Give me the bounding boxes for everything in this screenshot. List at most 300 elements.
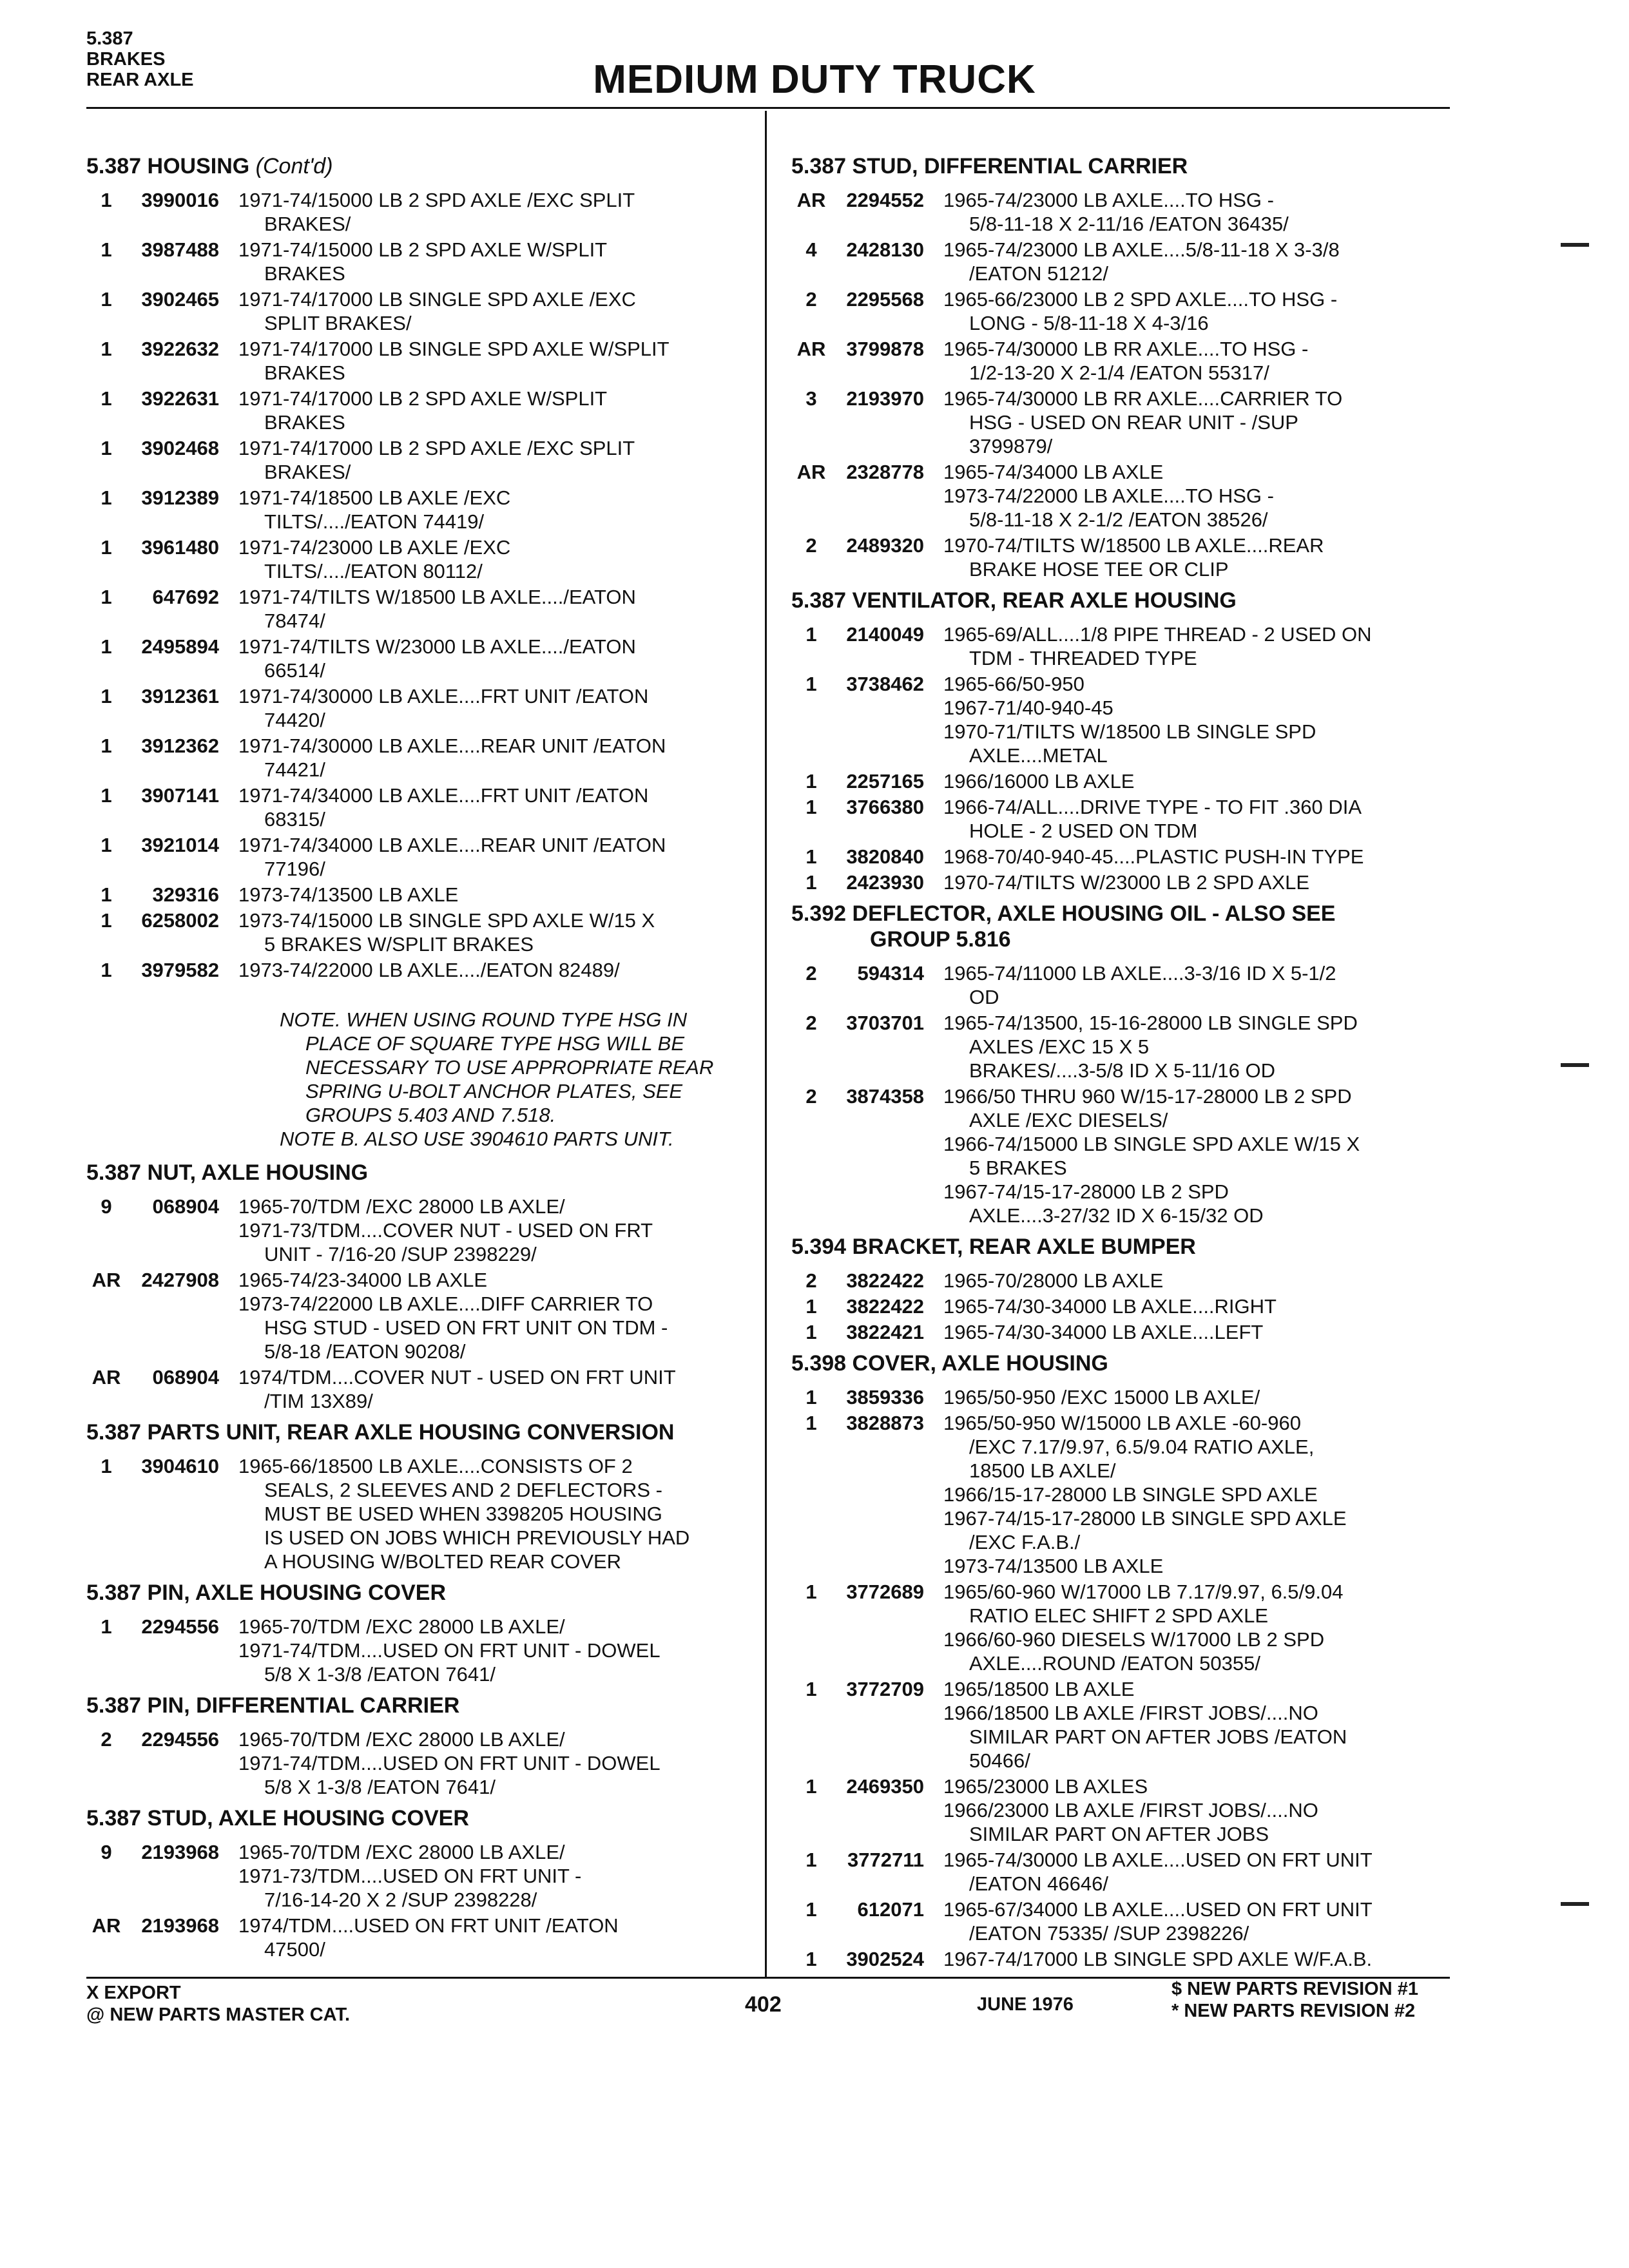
category-rear-axle: REAR AXLE [86, 70, 194, 90]
part-description [238, 1365, 750, 1413]
description-line: 68315/ [264, 808, 325, 831]
part-entry [791, 622, 1455, 670]
part-description [238, 1914, 750, 1961]
part-entry [86, 684, 750, 732]
part-number: 612071 [857, 1898, 924, 1921]
description-line: 5/8 X 1-3/8 /EATON 7641/ [264, 1776, 496, 1798]
part-number: 3990016 [141, 189, 219, 211]
description-line: 1965-74/23000 LB AXLE....TO HSG - [943, 189, 1274, 211]
part-entry [791, 1011, 1455, 1082]
description-line: BRAKES [264, 262, 345, 285]
description-line: 1965-74/30000 LB RR AXLE....CARRIER TO [943, 387, 1343, 410]
part-description [238, 684, 750, 732]
description-line: 1971-74/18500 LB AXLE /EXC [238, 486, 511, 509]
part-description [943, 337, 1455, 385]
export-legend: X EXPORT [86, 1983, 181, 2003]
part-description [238, 833, 750, 881]
description-line: AXLE....3-27/32 ID X 6-15/32 OD [969, 1204, 1264, 1227]
part-number: 3921014 [141, 834, 219, 856]
part-number: 3766380 [846, 796, 924, 818]
part-description [943, 1269, 1455, 1293]
part-number: 3874358 [846, 1085, 924, 1108]
part-description [943, 460, 1455, 532]
part-description [238, 1840, 750, 1912]
part-entry [86, 1365, 750, 1413]
quantity: 1 [101, 883, 112, 906]
description-line: 1965-70/TDM /EXC 28000 LB AXLE/ [238, 1195, 565, 1218]
description-line: 1966/60-960 DIESELS W/17000 LB 2 SPD [943, 1628, 1325, 1651]
part-entry [791, 1084, 1455, 1227]
quantity: 1 [101, 536, 112, 559]
part-number: 647692 [152, 586, 219, 608]
part-description [238, 908, 750, 956]
quantity: 1 [101, 735, 112, 757]
part-description [943, 1084, 1455, 1227]
description-line: TILTS/..../EATON 80112/ [264, 560, 483, 582]
description-line: 5/8-11-18 X 2-1/2 /EATON 38526/ [969, 508, 1268, 531]
description-line: 1971-74/17000 LB SINGLE SPD AXLE W/SPLIT [238, 338, 670, 360]
part-number: 3822422 [846, 1269, 924, 1292]
note-line: NOTE B. ALSO USE 3904610 PARTS UNIT. [280, 1128, 674, 1150]
note-line: GROUPS 5.403 AND 7.518. [305, 1104, 556, 1126]
quantity: 1 [805, 770, 817, 793]
description-line: 3799879/ [969, 435, 1053, 457]
description-line: 5/8-11-18 X 2-11/16 /EATON 36435/ [969, 213, 1289, 235]
description-line: 1966-74/15000 LB SINGLE SPD AXLE W/15 X [943, 1133, 1360, 1155]
description-line: 1971-74/15000 LB 2 SPD AXLE W/SPLIT [238, 238, 608, 261]
quantity: 9 [101, 1841, 112, 1863]
description-line: 1965/50-950 /EXC 15000 LB AXLE/ [943, 1386, 1260, 1408]
quantity: 1 [805, 1412, 817, 1434]
part-entry [791, 870, 1455, 894]
description-line: SIMILAR PART ON AFTER JOBS [969, 1823, 1269, 1845]
part-description [943, 1898, 1455, 1945]
description-line: AXLE /EXC DIESELS/ [969, 1109, 1168, 1131]
quantity: 1 [805, 1386, 817, 1408]
part-description [943, 188, 1455, 236]
part-entry [791, 1898, 1455, 1945]
description-line: 1965-74/30-34000 LB AXLE....LEFT [943, 1321, 1264, 1343]
quantity: 1 [805, 1775, 817, 1798]
quantity: 2 [101, 1728, 112, 1751]
quantity: 1 [101, 1615, 112, 1638]
part-entry [791, 1385, 1455, 1409]
part-number: 3922632 [141, 338, 219, 360]
parts-list [791, 1269, 1455, 1344]
section-heading: 5.387 PIN, AXLE HOUSING COVER [86, 1581, 446, 1605]
left-column [86, 147, 750, 1963]
part-entry [791, 460, 1455, 532]
part-description [238, 486, 750, 533]
part-number: 2328778 [846, 461, 924, 483]
part-description [238, 287, 750, 335]
description-line: 78474/ [264, 610, 325, 632]
description-line: BRAKES/....3-5/8 ID X 5-11/16 OD [969, 1059, 1275, 1082]
part-description [943, 870, 1455, 894]
description-line: 5 BRAKES W/SPLIT BRAKES [264, 933, 534, 956]
description-line: 1965-74/23-34000 LB AXLE [238, 1269, 488, 1291]
description-line: 1965/60-960 W/17000 LB 7.17/9.97, 6.5/9.04 [943, 1581, 1344, 1603]
page-title: MEDIUM DUTY TRUCK [593, 57, 1036, 102]
description-line: 1973-74/22000 LB AXLE..../EATON 82489/ [238, 959, 620, 981]
part-entry [791, 1580, 1455, 1675]
section-code: 5.387 [86, 28, 133, 49]
part-entry [86, 908, 750, 956]
part-number: 2469350 [846, 1775, 924, 1798]
part-description [943, 1848, 1455, 1896]
part-number: 3902468 [141, 437, 219, 459]
quantity: 1 [101, 635, 112, 658]
description-line: 1971-73/TDM....COVER NUT - USED ON FRT [238, 1219, 653, 1242]
description-line: 1966/23000 LB AXLE /FIRST JOBS/....NO [943, 1799, 1318, 1821]
quantity: 2 [805, 962, 817, 985]
part-description [238, 1268, 750, 1363]
quantity: 1 [101, 685, 112, 707]
description-line: 1965-74/30000 LB AXLE....USED ON FRT UNIT [943, 1849, 1373, 1871]
description-line: 1971-74/17000 LB 2 SPD AXLE /EXC SPLIT [238, 437, 635, 459]
description-line: BRAKES [264, 361, 345, 384]
quantity: 2 [805, 534, 817, 557]
part-entry [86, 734, 750, 782]
description-line: 1965-70/TDM /EXC 28000 LB AXLE/ [238, 1728, 565, 1751]
description-line: 1974/TDM....USED ON FRT UNIT /EATON [238, 1914, 619, 1937]
part-entry [86, 1454, 750, 1573]
part-number: 068904 [152, 1366, 219, 1389]
part-entry [791, 337, 1455, 385]
part-entry [86, 387, 750, 434]
description-line: 1971-74/34000 LB AXLE....REAR UNIT /EATON [238, 834, 666, 856]
part-entry [791, 1411, 1455, 1578]
description-line: HOLE - 2 USED ON TDM [969, 820, 1198, 842]
description-line: AXLES /EXC 15 X 5 [969, 1035, 1150, 1058]
part-number: 3907141 [141, 784, 219, 807]
category-brakes: BRAKES [86, 49, 166, 70]
part-description [238, 783, 750, 831]
quantity: 1 [101, 959, 112, 981]
description-line: BRAKES [264, 411, 345, 434]
quantity: 1 [101, 238, 112, 261]
part-entry [86, 635, 750, 682]
section-heading: 5.387 STUD, DIFFERENTIAL CARRIER [791, 154, 1188, 178]
description-line: 1966/16000 LB AXLE [943, 770, 1135, 793]
part-description [238, 1615, 750, 1686]
quantity: 1 [805, 1948, 817, 1970]
description-line: 7/16-14-20 X 2 /SUP 2398228/ [264, 1888, 537, 1911]
quantity: 1 [101, 834, 112, 856]
part-description [238, 1195, 750, 1266]
section-heading: 5.394 BRACKET, REAR AXLE BUMPER [791, 1235, 1196, 1259]
description-line: 1973-74/15000 LB SINGLE SPD AXLE W/15 X [238, 909, 655, 932]
part-entry [86, 1195, 750, 1266]
parts-list [86, 1195, 750, 1413]
description-line: 1970-74/TILTS W/18500 LB AXLE....REAR [943, 534, 1324, 557]
part-description [943, 238, 1455, 285]
quantity: 1 [805, 871, 817, 894]
description-line: SEALS, 2 SLEEVES AND 2 DEFLECTORS - [264, 1479, 662, 1501]
description-line: SIMILAR PART ON AFTER JOBS /EATON [969, 1725, 1347, 1748]
description-line: /EXC F.A.B./ [969, 1531, 1081, 1553]
description-line: 1973-74/13500 LB AXLE [943, 1555, 1164, 1577]
part-entry [86, 337, 750, 385]
quantity: 1 [805, 673, 817, 695]
parts-list [791, 961, 1455, 1227]
part-number: 2193968 [141, 1841, 219, 1863]
part-entry [86, 486, 750, 533]
part-number: 3738462 [846, 673, 924, 695]
part-description [943, 1011, 1455, 1082]
quantity: 1 [805, 1898, 817, 1921]
footer-legend-left [86, 1982, 350, 2026]
note-line: PLACE OF SQUARE TYPE HSG WILL BE [305, 1032, 685, 1055]
description-line: 1965-69/ALL....1/8 PIPE THREAD - 2 USED ON [943, 623, 1372, 646]
description-line: 1965/23000 LB AXLES [943, 1775, 1148, 1798]
part-description [943, 795, 1455, 843]
description-line: 1971-73/TDM....USED ON FRT UNIT - [238, 1865, 582, 1887]
part-number: 3904610 [141, 1455, 219, 1477]
description-line: 1965-74/13500, 15-16-28000 LB SINGLE SPD [943, 1012, 1358, 1034]
part-number: 3922631 [141, 387, 219, 410]
description-line: 1971-74/17000 LB SINGLE SPD AXLE /EXC [238, 288, 636, 311]
part-description [238, 535, 750, 583]
part-description [943, 961, 1455, 1009]
description-line: 1971-74/TDM....USED ON FRT UNIT - DOWEL [238, 1639, 660, 1662]
quantity: AR [92, 1366, 121, 1389]
part-description [943, 845, 1455, 869]
part-entry [86, 783, 750, 831]
quantity: 1 [101, 909, 112, 932]
description-line: 1970-71/TILTS W/18500 LB SINGLE SPD [943, 720, 1316, 743]
part-description [238, 958, 750, 982]
part-number: 3961480 [141, 536, 219, 559]
part-description [238, 337, 750, 385]
part-number: 3822421 [846, 1321, 924, 1343]
description-line: 47500/ [264, 1938, 325, 1961]
revision-1-legend: $ NEW PARTS REVISION #1 [1171, 1979, 1418, 1999]
part-description [943, 1385, 1455, 1409]
part-entry [86, 1914, 750, 1961]
part-description [943, 1580, 1455, 1675]
quantity: 9 [101, 1195, 112, 1218]
part-description [238, 585, 750, 633]
description-line: 1970-74/TILTS W/23000 LB 2 SPD AXLE [943, 871, 1310, 894]
part-description [238, 635, 750, 682]
description-line: RATIO ELEC SHIFT 2 SPD AXLE [969, 1604, 1269, 1627]
section-heading: 5.387 STUD, AXLE HOUSING COVER [86, 1806, 469, 1831]
quantity: 1 [805, 1321, 817, 1343]
parts-list [791, 622, 1455, 894]
description-line: 1973-74/22000 LB AXLE....DIFF CARRIER TO [238, 1293, 653, 1315]
part-number: 2428130 [846, 238, 924, 261]
description-line: 1965/18500 LB AXLE [943, 1678, 1135, 1700]
part-entry [86, 535, 750, 583]
description-line: /EATON 51212/ [969, 262, 1108, 285]
part-number: 6258002 [141, 909, 219, 932]
parts-list [791, 1385, 1455, 1971]
quantity: 1 [805, 1295, 817, 1318]
description-line: 1967-74/15-17-28000 LB SINGLE SPD AXLE [943, 1507, 1347, 1530]
quantity: 4 [805, 238, 817, 261]
part-entry [86, 585, 750, 633]
part-description [943, 769, 1455, 793]
description-line: SPLIT BRAKES/ [264, 312, 412, 334]
description-line: AXLE....ROUND /EATON 50355/ [969, 1652, 1260, 1675]
publication-date: JUNE 1976 [977, 1994, 1074, 2015]
description-line: 1965-70/28000 LB AXLE [943, 1269, 1164, 1292]
part-number: 594314 [857, 962, 924, 985]
parts-list [86, 1454, 750, 1573]
part-number: 3912361 [141, 685, 219, 707]
description-line: HSG STUD - USED ON FRT UNIT ON TDM - [264, 1316, 668, 1339]
description-line: 1971-74/34000 LB AXLE....FRT UNIT /EATON [238, 784, 649, 807]
part-number: 3772689 [846, 1581, 924, 1603]
part-entry [791, 1677, 1455, 1773]
description-line: 1965-74/23000 LB AXLE....5/8-11-18 X 3-3/8 [943, 238, 1340, 261]
part-number: 2489320 [846, 534, 924, 557]
part-number: 2294556 [141, 1615, 219, 1638]
description-line: 1965-66/50-950 [943, 673, 1084, 695]
description-line: 1965-67/34000 LB AXLE....USED ON FRT UNIT [943, 1898, 1373, 1921]
part-entry [791, 961, 1455, 1009]
description-line: 5/8 X 1-3/8 /EATON 7641/ [264, 1663, 496, 1686]
description-line: BRAKES/ [264, 213, 351, 235]
quantity: 1 [805, 796, 817, 818]
description-line: 1974/TDM....COVER NUT - USED ON FRT UNIT [238, 1366, 676, 1389]
description-line: /EATON 46646/ [969, 1872, 1108, 1895]
part-number: 329316 [152, 883, 219, 906]
description-line: 1971-74/TILTS W/18500 LB AXLE..../EATON [238, 586, 636, 608]
quantity: 1 [805, 1678, 817, 1700]
description-line: 1971-74/TDM....USED ON FRT UNIT - DOWEL [238, 1752, 660, 1774]
part-number: 068904 [152, 1195, 219, 1218]
description-line: 1967-71/40-940-45 [943, 697, 1113, 719]
part-entry [791, 1294, 1455, 1318]
part-entry [86, 287, 750, 335]
quantity: 2 [805, 1269, 817, 1292]
page-number: 402 [745, 1992, 782, 2017]
part-number: 2294552 [846, 189, 924, 211]
part-entry [791, 1774, 1455, 1846]
description-line: 1971-74/15000 LB 2 SPD AXLE /EXC SPLIT [238, 189, 635, 211]
quantity: AR [92, 1269, 121, 1291]
description-line: 1965-70/TDM /EXC 28000 LB AXLE/ [238, 1615, 565, 1638]
section-heading: 5.387 NUT, AXLE HOUSING [86, 1160, 369, 1185]
description-line: TILTS/..../EATON 74419/ [264, 510, 485, 533]
description-line: 1965/50-950 W/15000 LB AXLE -60-960 [943, 1412, 1301, 1434]
part-description [943, 1677, 1455, 1773]
quantity: 1 [101, 784, 112, 807]
part-number: 3902524 [846, 1948, 924, 1970]
part-entry [86, 1727, 750, 1799]
part-entry [791, 845, 1455, 869]
part-description [943, 387, 1455, 458]
description-line: 1971-74/30000 LB AXLE....FRT UNIT /EATON [238, 685, 649, 707]
quantity: 2 [805, 1085, 817, 1108]
description-line: AXLE....METAL [969, 744, 1108, 767]
part-number: 3912362 [141, 735, 219, 757]
description-line: MUST BE USED WHEN 3398205 HOUSING [264, 1503, 662, 1525]
section-heading: 5.387 VENTILATOR, REAR AXLE HOUSING [791, 588, 1237, 613]
part-number: 3902465 [141, 288, 219, 311]
part-number: 2193968 [141, 1914, 219, 1937]
revision-mark [1561, 1063, 1589, 1067]
part-description [943, 1774, 1455, 1846]
note-line: SPRING U-BOLT ANCHOR PLATES, SEE [305, 1080, 683, 1102]
description-line: 1971-74/TILTS W/23000 LB AXLE..../EATON [238, 635, 636, 658]
parts-list [86, 1840, 750, 1961]
part-entry [86, 883, 750, 907]
description-line: /TIM 13X89/ [264, 1390, 373, 1412]
section-heading: 5.387 PIN, DIFFERENTIAL CARRIER [86, 1693, 460, 1718]
part-entry [791, 1320, 1455, 1344]
description-line: 1971-74/23000 LB AXLE /EXC [238, 536, 511, 559]
footer-legend-right [1171, 1978, 1418, 2022]
part-entry [791, 533, 1455, 581]
part-description [238, 188, 750, 236]
description-line: 1/2-13-20 X 2-1/4 /EATON 55317/ [969, 361, 1269, 384]
part-entry [791, 387, 1455, 458]
part-number: 2427908 [141, 1269, 219, 1291]
quantity: 1 [101, 189, 112, 211]
description-line: 1966/50 THRU 960 W/15-17-28000 LB 2 SPD [943, 1085, 1352, 1108]
part-description [238, 436, 750, 484]
section-heading: 5.387 HOUSING (Cont'd) [86, 154, 333, 178]
parts-list [86, 188, 750, 982]
part-entry [791, 188, 1455, 236]
revision-mark [1561, 1902, 1589, 1906]
quantity: 1 [101, 586, 112, 608]
parts-list [86, 1615, 750, 1686]
quantity: 2 [805, 288, 817, 311]
part-number: 3979582 [141, 959, 219, 981]
description-line: 1965-66/18500 LB AXLE....CONSISTS OF 2 [238, 1455, 633, 1477]
description-line: 1965-66/23000 LB 2 SPD AXLE....TO HSG - [943, 288, 1338, 311]
description-line: 1965-74/30000 LB RR AXLE....TO HSG - [943, 338, 1309, 360]
parts-list [791, 188, 1455, 581]
right-column [791, 147, 1455, 1973]
quantity: 1 [101, 437, 112, 459]
description-line: 18500 LB AXLE/ [969, 1459, 1116, 1482]
description-line: 1973-74/22000 LB AXLE....TO HSG - [943, 485, 1274, 507]
part-description [943, 1411, 1455, 1578]
quantity: 1 [101, 288, 112, 311]
part-entry [791, 769, 1455, 793]
master-cat-legend: @ NEW PARTS MASTER CAT. [86, 2004, 351, 2025]
part-entry [86, 958, 750, 982]
quantity: 1 [101, 387, 112, 410]
part-number: 2495894 [141, 635, 219, 658]
quantity: AR [796, 461, 826, 483]
part-number: 3703701 [846, 1012, 924, 1034]
part-entry [86, 188, 750, 236]
part-entry [86, 1268, 750, 1363]
description-line: 74421/ [264, 758, 325, 781]
note-line: NOTE. WHEN USING ROUND TYPE HSG IN [280, 1008, 688, 1031]
part-entry [86, 833, 750, 881]
part-number: 3987488 [141, 238, 219, 261]
description-line: TDM - THREADED TYPE [969, 647, 1197, 669]
description-line: 1966/18500 LB AXLE /FIRST JOBS/....NO [943, 1702, 1318, 1724]
section-heading: 5.387 PARTS UNIT, REAR AXLE HOUSING CONVERSION [86, 1420, 675, 1445]
part-number: 2294556 [141, 1728, 219, 1751]
part-description [943, 622, 1455, 670]
description-line: LONG - 5/8-11-18 X 4-3/16 [969, 312, 1209, 334]
part-entry [86, 238, 750, 285]
description-line: 5/8-18 /EATON 90208/ [264, 1340, 466, 1363]
parts-list [86, 1727, 750, 1799]
part-description [238, 734, 750, 782]
part-description [943, 287, 1455, 335]
description-line: 1966/15-17-28000 LB SINGLE SPD AXLE [943, 1483, 1318, 1506]
